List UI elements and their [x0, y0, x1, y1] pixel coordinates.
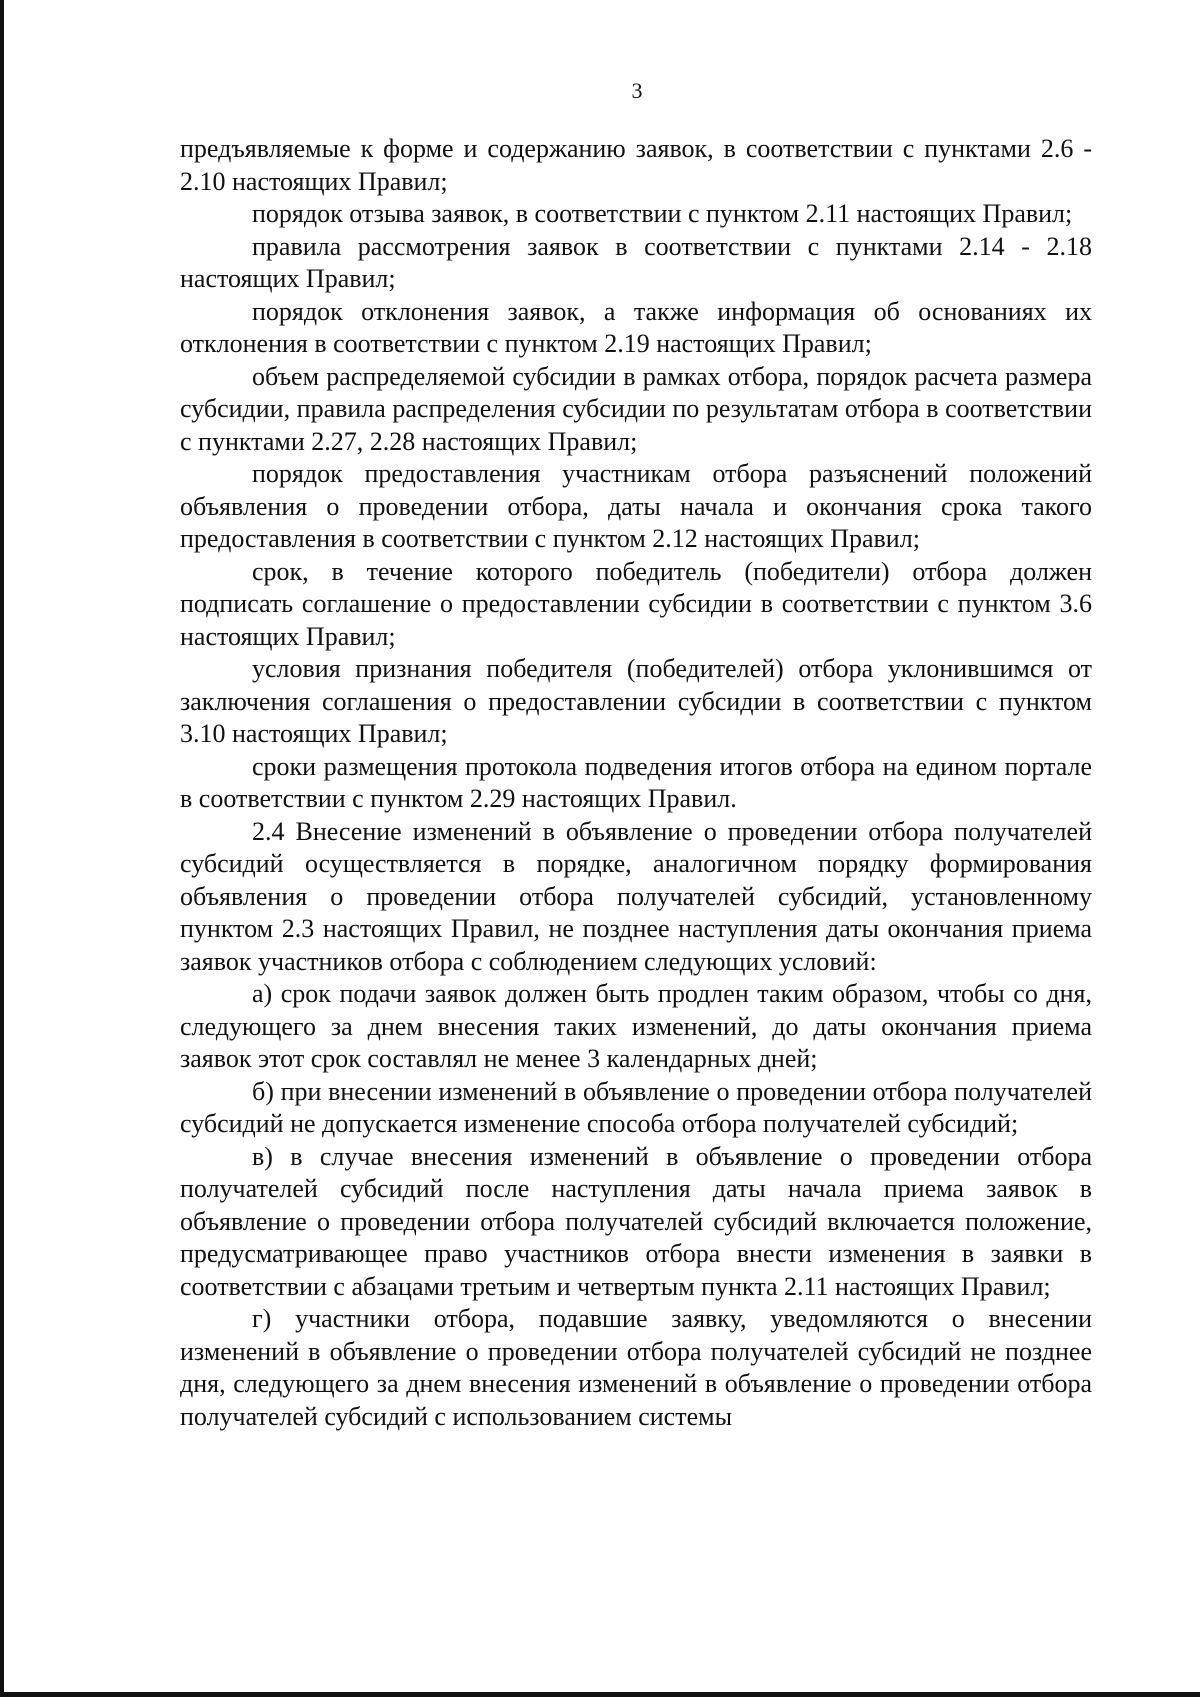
paragraph-1: предъявляемые к форме и содержанию заявок, в соответствии с пунктами 2.6 - 2.10 настоящих Правил;	[180, 134, 1092, 196]
page-number: 3	[631, 78, 643, 103]
paragraph-10: 2.4 Внесение изменений в объявление о проведении отбора получателей субсидий осуществляется в порядке, аналогичном порядку формирования объявления о проведении отбора получателей субсидий, установленному пунктом 2.3 настоящих Правил, не позднее наступления даты окончания приема заявок участников отбора с соблюдением следующих условий:	[180, 816, 1092, 976]
paragraph-4: порядок отклонения заявок, а также информация об основаниях их отклонения в соответствии с пунктом 2.19 настоящих Правил;	[180, 296, 1092, 358]
paragraph-11: а) срок подачи заявок должен быть продлен таким образом, чтобы со дня, следующего за днем внесения таких изменений, до даты окончания приема заявок этот срок составлял не менее 3 календарных дней;	[180, 979, 1092, 1073]
paragraph-2: порядок отзыва заявок, в соответствии с пунктом 2.11 настоящих Правил;	[252, 199, 1073, 228]
paragraph-14: г) участники отбора, подавшие заявку, уведомляются о внесении изменений в объявление о проведении отбора получателей субсидий не позднее дня, следующего за днем внесения изменений в объявление о проведении отбора получателей субсидий с использованием системы	[180, 1304, 1092, 1431]
paragraph-3: правила рассмотрения заявок в соответствии с пунктами 2.14 - 2.18 настоящих Правил;	[180, 231, 1092, 293]
paragraph-13: в) в случае внесения изменений в объявление о проведении отбора получателей субсидий после наступления даты начала приема заявок в объявление о проведении отбора получателей субсидий включается положение, предусматривающее право участников отбора внести изменения в заявки в соответствии с абзацами третьим и четвертым пункта 2.11 настоящих Правил;	[180, 1141, 1092, 1301]
paragraph-5: объем распределяемой субсидии в рамках отбора, порядок расчета размера субсидии, правила распределения субсидии по результатам отбора в соответствии с пунктами 2.27, 2.28 настоящих Правил;	[180, 361, 1092, 456]
scan-left-border	[0, 0, 4, 1697]
paragraph-7: срок, в течение которого победитель (победители) отбора должен подписать соглашение о предоставлении субсидии в соответствии с пунктом 3.6 настоящих Правил;	[180, 556, 1092, 651]
document-body	[180, 133, 1092, 1433]
paragraph-9: сроки размещения протокола подведения итогов отбора на едином портале в соответствии с пунктом 2.29 настоящих Правил.	[180, 751, 1092, 813]
paragraph-8: условия признания победителя (победителей) отбора уклонившимся от заключения соглашения о предоставлении субсидии в соответствии с пунктом 3.10 настоящих Правил;	[180, 654, 1092, 748]
paragraph-12: б) при внесении изменений в объявление о проведении отбора получателей субсидий не допускается изменение способа отбора получателей субсидий;	[180, 1076, 1092, 1138]
paragraph-6: порядок предоставления участникам отбора разъяснений положений объявления о проведении отбора, даты начала и окончания срока такого предоставления в соответствии с пунктом 2.12 настоящих Правил;	[180, 459, 1092, 553]
scan-bottom-border	[0, 1692, 1200, 1697]
